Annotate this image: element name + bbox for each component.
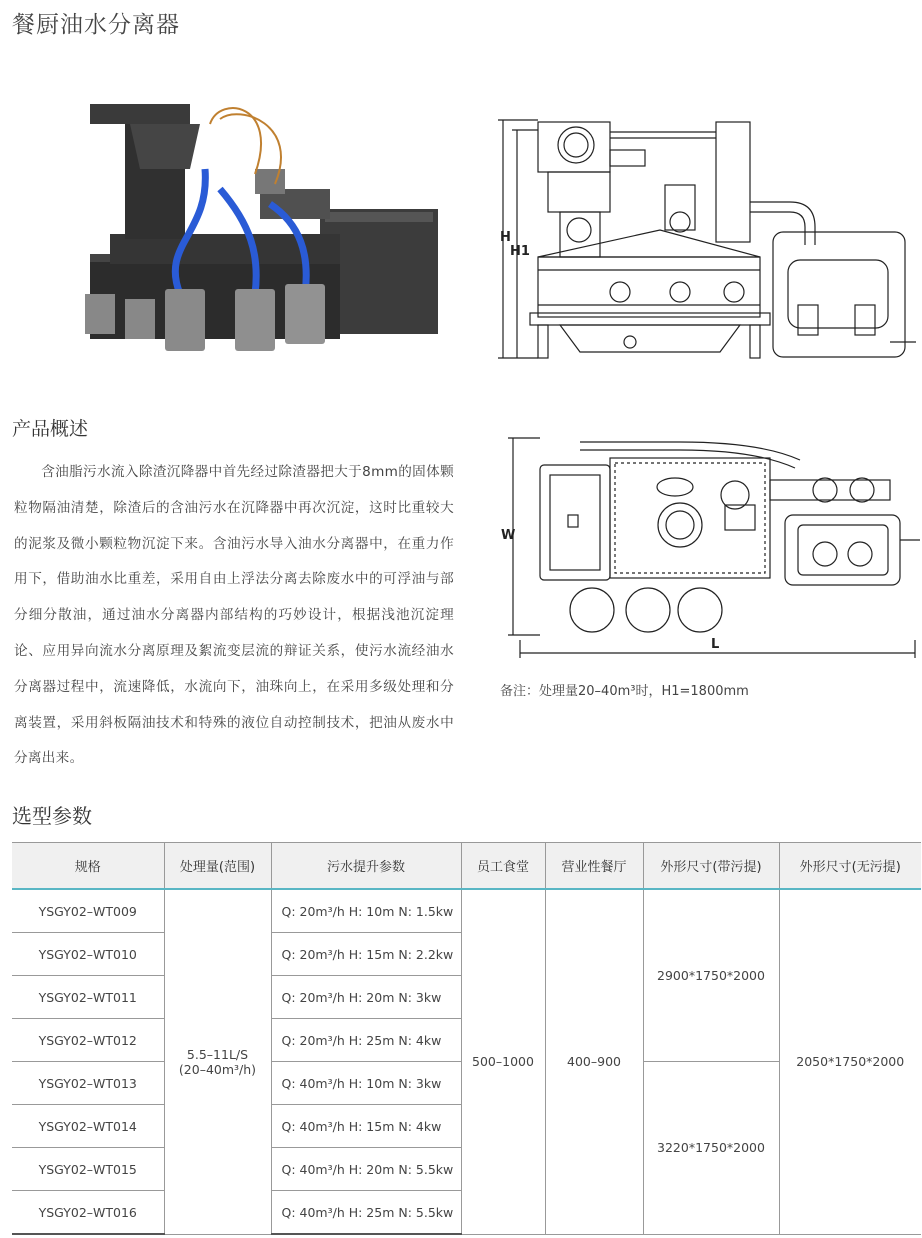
table-header-row [12, 843, 921, 890]
model-cell: YSGY02–WT010 [12, 933, 164, 976]
h1-label: H1 [510, 244, 530, 259]
table-row [12, 889, 921, 933]
spec-table [12, 842, 921, 1235]
pump-cell: Q: 40m³/h H: 10m N: 3kw [271, 1062, 461, 1105]
size-without-pump: 2050*1750*2000 [779, 889, 921, 1234]
capacity-m3h: (20–40m³/h) [178, 1061, 257, 1077]
page-title: 餐厨油水分离器 [12, 12, 180, 38]
width-label: W [501, 528, 516, 543]
col-header-capacity: 处理量(范围) [164, 843, 271, 890]
col-header-pump: 污水提升参数 [271, 843, 461, 890]
model-cell: YSGY02–WT012 [12, 1019, 164, 1062]
model-cell: YSGY02–WT009 [12, 889, 164, 933]
col-header-model: 规格 [12, 843, 164, 890]
pump-cell: Q: 40m³/h H: 15m N: 4kw [271, 1105, 461, 1148]
size-with-pump-a: 2900*1750*2000 [643, 889, 779, 1062]
capacity-cell [164, 889, 271, 1234]
plan-view-drawing [500, 430, 922, 660]
size-with-pump-b: 3220*1750*2000 [643, 1062, 779, 1235]
side-elevation-drawing [490, 110, 922, 365]
pump-cell: Q: 20m³/h H: 20m N: 3kw [271, 976, 461, 1019]
col-header-restaurant: 营业性餐厅 [545, 843, 643, 890]
model-cell: YSGY02–WT016 [12, 1191, 164, 1235]
col-header-size-without-pump: 外形尺寸(无污提) [779, 843, 921, 890]
spec-heading: 选型参数 [12, 804, 92, 828]
canteen-cell: 500–1000 [461, 889, 545, 1234]
model-cell: YSGY02–WT015 [12, 1148, 164, 1191]
overview-heading: 产品概述 [12, 418, 89, 440]
restaurant-cell: 400–900 [545, 889, 643, 1234]
capacity-lps: 5.5–11L/S [186, 1046, 249, 1062]
pump-cell: Q: 40m³/h H: 25m N: 5.5kw [271, 1191, 461, 1235]
model-cell: YSGY02–WT013 [12, 1062, 164, 1105]
height-label: H [500, 230, 511, 245]
model-cell: YSGY02–WT014 [12, 1105, 164, 1148]
drawing-note: 备注：处理量20–40m³时，H1=1800mm [500, 684, 749, 699]
col-header-size-with-pump: 外形尺寸(带污提) [643, 843, 779, 890]
col-header-canteen: 员工食堂 [461, 843, 545, 890]
pump-cell: Q: 20m³/h H: 25m N: 4kw [271, 1019, 461, 1062]
length-label: L [711, 637, 720, 652]
product-photo [70, 84, 450, 359]
overview-text: 含油脂污水流入除渣沉降器中首先经过除渣器把大于8mm的固体颗粒物隔油清楚，除渣后的含油污水在沉降器中再次沉淀，这时比重较大的泥浆及微小颗粒物沉淀下来。含油污水导入油水分离器中，在重力作用下，借助油水比重差，采用自由上浮法分离去除废水中的可浮油与部分细分散油，通过油水分离器内部结构的巧妙设计，根据浅池沉淀理论、应用异向流水分离原理及絮流变层流的辩证关系，使污水流经油水分离器过程中，流速降低，水流向下，油珠向上，在采用多级处理和分离装置，采用斜板隔油技术和特殊的液位自动控制技术，把油从废水中分离出来。 [14, 464, 454, 767]
pump-cell: Q: 20m³/h H: 10m N: 1.5kw [271, 889, 461, 933]
model-cell: YSGY02–WT011 [12, 976, 164, 1019]
pump-cell: Q: 40m³/h H: 20m N: 5.5kw [271, 1148, 461, 1191]
pump-cell: Q: 20m³/h H: 15m N: 2.2kw [271, 933, 461, 976]
